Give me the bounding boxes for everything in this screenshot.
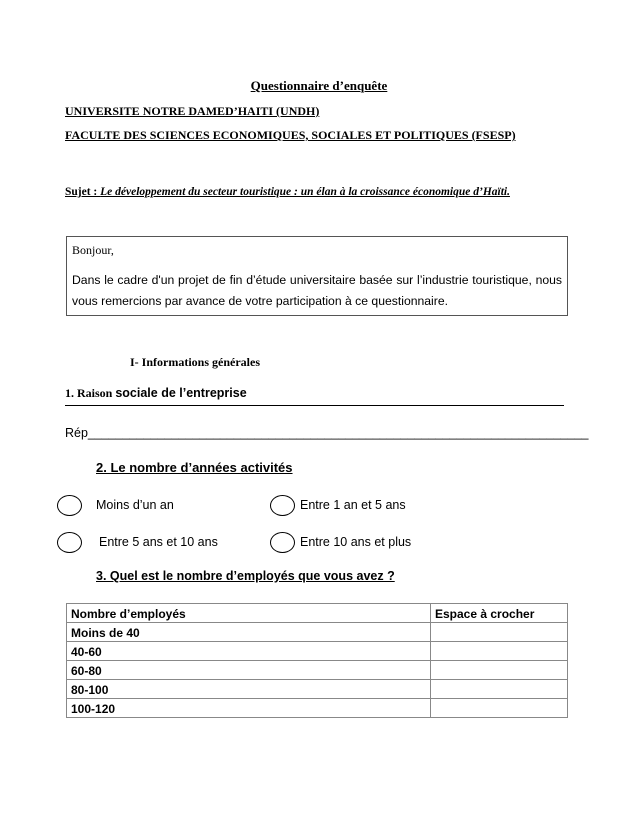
question-1-label: sociale de l’entreprise bbox=[115, 386, 247, 400]
option-checkbox[interactable] bbox=[270, 495, 295, 516]
question-2: 2. Le nombre d’années activités bbox=[96, 460, 293, 475]
table-cell: 40-60 bbox=[67, 642, 431, 661]
question-1-number: 1. Raison bbox=[65, 386, 116, 400]
faculty-name: FACULTE DES SCIENCES ECONOMIQUES, SOCIALES ET POLITIQUES (FSESP) bbox=[65, 128, 516, 142]
table-row bbox=[67, 623, 568, 642]
table-cell: Moins de 40 bbox=[67, 623, 431, 642]
table-header-row bbox=[67, 604, 568, 623]
option-checkbox[interactable] bbox=[57, 495, 82, 516]
option-checkbox[interactable] bbox=[270, 532, 295, 553]
table-header: Espace à crocher bbox=[431, 604, 568, 623]
option-label: Moins d’un an bbox=[96, 498, 174, 512]
option-checkbox[interactable] bbox=[57, 532, 82, 553]
divider-line bbox=[65, 405, 564, 406]
table-row bbox=[67, 699, 568, 718]
option-label: Entre 10 ans et plus bbox=[300, 535, 412, 549]
checkbox-cell[interactable] bbox=[431, 680, 568, 699]
section-heading: I- Informations générales bbox=[130, 355, 260, 369]
employees-table bbox=[66, 603, 568, 718]
subject-line bbox=[65, 186, 510, 198]
subject-label: Sujet : bbox=[65, 186, 101, 198]
checkbox-cell[interactable] bbox=[431, 661, 568, 680]
checkbox-cell[interactable] bbox=[431, 623, 568, 642]
table-row bbox=[67, 661, 568, 680]
question-1 bbox=[65, 386, 247, 401]
subject-text: Le développement du secteur touristique : un élan à la croissance économique d’Haïti. bbox=[100, 186, 510, 198]
table-cell: 80-100 bbox=[67, 680, 431, 699]
checkbox-cell[interactable] bbox=[431, 642, 568, 661]
table-cell: 100-120 bbox=[67, 699, 431, 718]
table-row bbox=[67, 642, 568, 661]
option-label: Entre 1 an et 5 ans bbox=[300, 498, 406, 512]
option-label: Entre 5 ans et 10 ans bbox=[99, 535, 218, 549]
intro-body: Dans le cadre d'un projet de fin d’étude universitaire basée sur l’industrie touristique, nous vous remercions par avance de votre participation à ce questionnaire. bbox=[72, 273, 562, 308]
intro-box bbox=[66, 236, 568, 316]
checkbox-cell[interactable] bbox=[431, 699, 568, 718]
question-3: 3. Quel est le nombre d’employés que vous avez ? bbox=[96, 569, 395, 583]
table-row bbox=[67, 680, 568, 699]
university-name: UNIVERSITE NOTRE DAMED’HAITI (UNDH) bbox=[65, 104, 320, 118]
answer-line[interactable]: Rép________________________________________________________________________ bbox=[65, 426, 589, 440]
table-header: Nombre d’employés bbox=[67, 604, 431, 623]
page-title: Questionnaire d’enquête bbox=[250, 78, 388, 93]
table-cell: 60-80 bbox=[67, 661, 431, 680]
intro-greeting: Bonjour, bbox=[72, 243, 114, 257]
